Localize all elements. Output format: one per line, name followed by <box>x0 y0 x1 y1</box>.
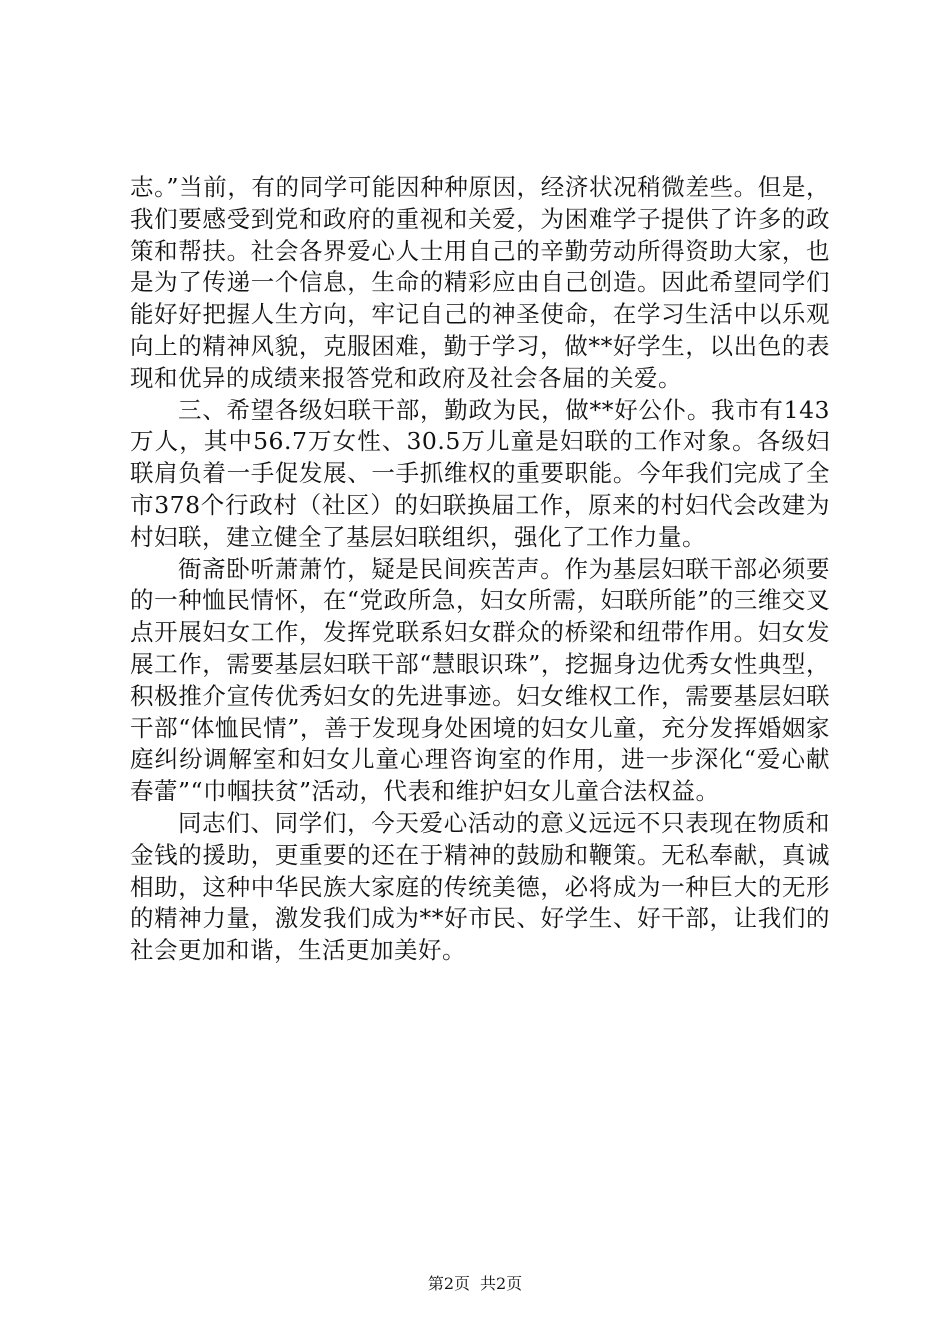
paragraph-3: 衙斋卧听萧萧竹，疑是民间疾苦声。作为基层妇联干部必须要的一种恤民情怀，在“党政所急，妇女所需，妇联所能”的三维交叉点开展妇女工作，发挥党联系妇女群众的桥梁和纽带作用。妇女发展工作，需要基层妇联干部“慧眼识珠”，挖掘身边优秀女性典型，积极推介宣传优秀妇女的先进事迹。妇女维权工作，需要基层妇联干部“体恤民情”，善于发现身处困境的妇女儿童，充分发挥婚姻家庭纠纷调解室和妇女儿童心理咨询室的作用，进一步深化“爱心献春蕾”“巾帼扶贫”活动，代表和维护妇女儿童合法权益。 <box>130 554 830 806</box>
page-total: 共2页 <box>480 1274 523 1293</box>
page-number: 第2页 <box>427 1274 470 1293</box>
paragraph-4: 同志们、同学们，今天爱心活动的意义远远不只表现在物质和金钱的援助，更重要的还在于精神的鼓励和鞭策。无私奉献，真诚相助，这种中华民族大家庭的传统美德，必将成为一种巨大的无形的精神力量，激发我们成为**好市民、好学生、好干部，让我们的社会更加和谐，生活更加美好。 <box>130 808 830 965</box>
document-body <box>130 172 830 967</box>
paragraph-1: 志。”当前，有的同学可能因种种原因，经济状况稍微差些。但是，我们要感受到党和政府的重视和关爱，为困难学子提供了许多的政策和帮扶。社会各界爱心人士用自己的辛勤劳动所得资助大家，也是为了传递一个信息，生命的精彩应由自己创造。因此希望同学们能好好把握人生方向，牢记自己的神圣使命，在学习生活中以乐观向上的精神风貌，克服困难，勤于学习，做**好学生，以出色的表现和优异的成绩来报答党和政府及社会各届的关爱。 <box>130 173 830 392</box>
paragraph-2: 三、希望各级妇联干部，勤政为民，做**好公仆。我市有143万人，其中56.7万女性、30.5万儿童是妇联的工作对象。各级妇联肩负着一手促发展、一手抓维权的重要职能。今年我们完成了全市378个行政村（社区）的妇联换届工作，原来的村妇代会改建为村妇联，建立健全了基层妇联组织，强化了工作力量。 <box>130 395 830 551</box>
page-footer <box>0 1274 950 1294</box>
